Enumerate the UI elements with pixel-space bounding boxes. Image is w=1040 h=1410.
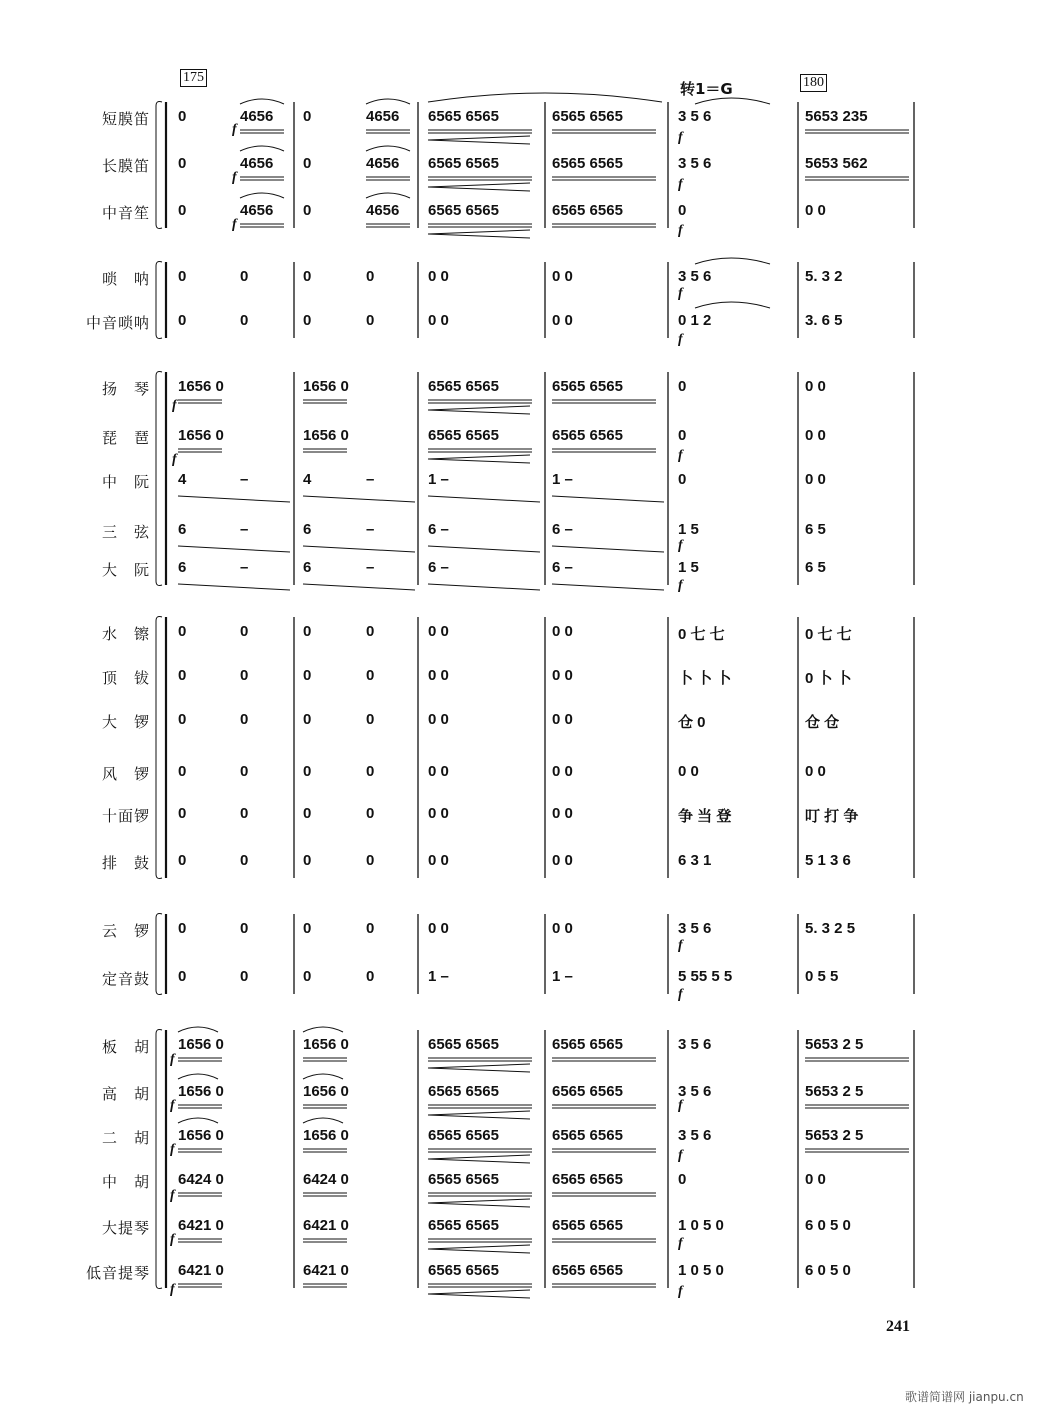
tremolo-line [552,546,664,552]
group-bracket [156,372,162,586]
note-cell: 0 [240,667,249,684]
note-cell: 0 [303,623,312,640]
dynamic-forte: f [678,448,683,463]
note-cell: 0 [366,920,375,937]
note-cell: 6 [303,521,312,538]
crescendo-hairpin [428,1155,530,1163]
note-cell: 4656 [240,108,274,125]
dynamic-forte: f [170,1052,175,1067]
note-cell: 6565 6565 [428,427,499,444]
dynamic-forte: f [678,938,683,953]
dynamic-forte: f [678,1284,683,1299]
dynamic-forte: f [170,1142,175,1157]
note-cell: 0 [240,852,249,869]
note-cell: 0 [178,920,187,937]
instrument-label: 顶 钹 [101,669,150,687]
note-cell: 0 [303,202,312,219]
note-cell: 6 5 [805,559,826,576]
dynamic-forte: f [678,177,683,192]
dynamic-forte: f [232,122,237,137]
note-cell: 6565 6565 [428,1171,499,1188]
note-cell: 6 0 5 0 [805,1217,851,1234]
note-cell: 0 [366,711,375,728]
note-cell: 0 0 [805,378,826,395]
note-cell: 6565 6565 [428,1262,499,1279]
tremolo-line [178,546,290,552]
note-cell: 0 [178,805,187,822]
dynamic-forte: f [678,130,683,145]
note-cell: 1656 0 [178,378,224,395]
note-cell: 0 卜 卜 [805,670,852,687]
instrument-label: 琵 琶 [101,429,150,447]
note-cell: 仓 仓 [805,714,840,731]
crescendo-hairpin [428,1199,530,1207]
note-cell: 0 [240,920,249,937]
slur [178,1074,218,1079]
note-cell: 0 0 [552,852,573,869]
note-cell: 0 [178,667,187,684]
note-cell: 6565 6565 [552,108,623,125]
note-cell: 6565 6565 [552,1262,623,1279]
tremolo-line [552,584,664,590]
note-cell: 0 [366,805,375,822]
note-cell: – [366,521,375,538]
note-cell: 3 5 6 [678,155,712,172]
instrument-label: 中音笙 [101,204,150,222]
instrument-label: 大 阮 [101,561,150,579]
note-cell: 4 [178,471,187,488]
dynamic-forte: f [678,538,683,553]
note-cell: 6565 6565 [552,1083,623,1100]
note-cell: 6421 0 [303,1217,349,1234]
note-cell: 0 [240,763,249,780]
crescendo-hairpin [428,1290,530,1298]
note-cell: – [366,471,375,488]
note-cell: 5653 2 5 [805,1036,864,1053]
note-cell: 1 – [552,471,573,488]
note-cell: 0 0 [428,667,449,684]
dynamic-forte: f [172,452,177,467]
tremolo-line [303,584,415,590]
note-cell: 0 [678,427,687,444]
note-cell: – [366,559,375,576]
slur [240,193,284,198]
note-cell: 0 [240,268,249,285]
instrument-label: 低音提琴 [85,1264,150,1282]
note-cell: 6 [178,559,187,576]
dynamic-forte: f [172,398,177,413]
instrument-label: 云 锣 [101,922,150,940]
note-cell: 0 [178,852,187,869]
tremolo-line [428,496,540,502]
note-cell: 0 0 [552,763,573,780]
crescendo-hairpin [428,406,530,414]
note-cell: 6565 6565 [428,155,499,172]
tremolo-line [428,546,540,552]
note-cell: 0 [303,805,312,822]
note-cell: 0 0 [805,763,826,780]
note-cell: 6565 6565 [428,1217,499,1234]
note-cell: 6 5 [805,521,826,538]
note-cell: 4656 [240,202,274,219]
note-cell: 5653 2 5 [805,1127,864,1144]
instrument-label: 二 胡 [101,1129,150,1147]
note-cell: 3 5 6 [678,108,712,125]
instrument-label: 定音鼓 [101,970,150,988]
note-cell: 0 [240,312,249,329]
note-cell: 0 0 [678,763,699,780]
note-cell: 1656 0 [178,1036,224,1053]
note-cell: 6565 6565 [552,1217,623,1234]
note-cell: 争 当 登 [678,808,732,825]
dynamic-forte: f [678,1148,683,1163]
crescendo-hairpin [428,1064,530,1072]
note-cell: 6565 6565 [428,202,499,219]
note-cell: 3. 6 5 [805,312,843,329]
note-cell: 0 [366,667,375,684]
note-cell: 6565 6565 [552,1171,623,1188]
note-cell: 6 3 1 [678,852,712,869]
note-cell: 0 [366,312,375,329]
note-cell: 5653 562 [805,155,868,172]
dynamic-forte: f [170,1098,175,1113]
note-cell: 0 [178,623,187,640]
note-cell: 4656 [240,155,274,172]
note-cell: 0 [178,268,187,285]
tie [695,258,770,264]
note-cell: 5. 3 2 [805,268,843,285]
note-cell: 0 0 [428,763,449,780]
note-cell: 6565 6565 [428,1127,499,1144]
note-cell: 6424 0 [303,1171,349,1188]
group-bracket [156,102,162,229]
note-cell: 0 七 七 [678,626,725,643]
slur [366,146,410,151]
note-cell: 0 5 5 [805,968,839,985]
note-cell: 6565 6565 [552,1036,623,1053]
note-cell: 6 [303,559,312,576]
group-bracket [156,262,162,339]
note-cell: 6421 0 [178,1262,224,1279]
note-cell: 0 [303,155,312,172]
note-cell: 1 0 5 0 [678,1262,724,1279]
key-change: 转1＝G [680,80,733,98]
measure-number-180: 180 [800,74,827,92]
note-cell: 6421 0 [178,1217,224,1234]
note-cell: 0 [678,202,687,219]
note-cell: 1656 0 [303,1127,349,1144]
instrument-label: 中音唢呐 [85,314,150,332]
instrument-label: 板 胡 [101,1038,150,1056]
note-cell: 1 5 [678,521,699,538]
instrument-label: 中 胡 [101,1173,150,1191]
note-cell: 0 [366,623,375,640]
note-cell: 0 [678,378,687,395]
note-cell: 0 [178,763,187,780]
dynamic-forte: f [678,1236,683,1251]
dynamic-forte: f [678,1098,683,1113]
note-cell: 0 0 [805,471,826,488]
tremolo-line [178,584,290,590]
note-cell: 4656 [366,108,400,125]
note-cell: 5653 2 5 [805,1083,864,1100]
note-cell: 3 5 6 [678,1127,712,1144]
measure-number-175: 175 [180,69,207,87]
note-cell: 5. 3 2 5 [805,920,856,937]
note-cell: 0 [178,108,187,125]
note-cell: 6421 0 [303,1262,349,1279]
note-cell: 3 5 6 [678,920,712,937]
note-cell: 1 5 [678,559,699,576]
note-cell: 6565 6565 [428,1083,499,1100]
note-cell: 6565 6565 [552,155,623,172]
note-cell: 0 0 [428,920,449,937]
note-cell: 0 [303,920,312,937]
note-cell: 仓 0 [678,714,706,731]
crescendo-hairpin [428,183,530,191]
note-cell: 0 [303,763,312,780]
slur [366,193,410,198]
dynamic-forte: f [170,1232,175,1247]
slur [240,99,284,104]
note-cell: – [240,471,249,488]
note-cell: 0 0 [805,202,826,219]
dynamic-forte: f [170,1188,175,1203]
note-cell: 0 [366,268,375,285]
instrument-label: 排 鼓 [101,854,150,872]
note-cell: 6 – [552,521,573,538]
note-cell: 1656 0 [303,427,349,444]
note-cell: 5 55 5 5 [678,968,733,985]
note-cell: 0 [366,852,375,869]
instrument-label: 短膜笛 [101,110,150,128]
note-cell: 6 – [552,559,573,576]
note-cell: 0 [303,968,312,985]
crescendo-hairpin [428,1111,530,1119]
note-cell: 0 [678,471,687,488]
watermark: 歌谱简谱网 jianpu.cn [905,1390,1024,1404]
note-cell: 6565 6565 [552,427,623,444]
note-cell: 0 [303,667,312,684]
note-cell: 0 0 [552,312,573,329]
note-cell: 0 [303,268,312,285]
slur [303,1074,343,1079]
group-bracket [156,1030,162,1289]
note-cell: 5 1 3 6 [805,852,851,869]
note-cell: 1 – [552,968,573,985]
dynamic-forte: f [678,286,683,301]
note-cell: 0 [240,623,249,640]
instrument-label: 三 弦 [101,523,150,541]
tremolo-line [303,546,415,552]
note-cell: 1656 0 [178,1083,224,1100]
dynamic-forte: f [678,223,683,238]
note-cell: 0 [178,968,187,985]
tie [695,302,770,308]
note-cell: 3 5 6 [678,1083,712,1100]
note-cell: 1 – [428,968,449,985]
tremolo-line [428,584,540,590]
note-cell: 0 0 [552,805,573,822]
slur [178,1118,218,1123]
note-cell: 0 [303,711,312,728]
group-bracket [156,617,162,879]
note-cell: 6565 6565 [428,108,499,125]
note-cell: 0 0 [428,805,449,822]
note-cell: 4 [303,471,312,488]
note-cell: 1 – [428,471,449,488]
note-cell: 0 [303,108,312,125]
note-cell: 6565 6565 [428,378,499,395]
instrument-label: 十面锣 [101,807,150,825]
crescendo-hairpin [428,1245,530,1253]
slur [303,1027,343,1032]
note-cell: 6 – [428,559,449,576]
note-cell: 0 0 [805,427,826,444]
tremolo-line [552,496,664,502]
note-cell: 0 0 [428,623,449,640]
crescendo-hairpin [428,230,530,238]
phrase-slur [428,93,662,102]
note-cell: 6565 6565 [552,1127,623,1144]
note-cell: 1656 0 [178,1127,224,1144]
note-cell: 卜 卜 卜 [678,670,732,687]
crescendo-hairpin [428,136,530,144]
note-cell: 6565 6565 [552,378,623,395]
note-cell: 3 5 6 [678,1036,712,1053]
instrument-label: 大提琴 [101,1219,150,1237]
note-cell: 6565 6565 [428,1036,499,1053]
note-cell: – [240,559,249,576]
page-number: 241 [886,1318,910,1335]
note-cell: 0 [240,805,249,822]
tie [695,98,770,104]
instrument-label: 长膜笛 [101,157,150,175]
tremolo-line [303,496,415,502]
note-cell: 0 [178,155,187,172]
note-cell: 0 [303,312,312,329]
note-cell: 0 0 [805,1171,826,1188]
note-cell: 3 5 6 [678,268,712,285]
note-cell: 4656 [366,155,400,172]
instrument-label: 扬 琴 [101,380,150,398]
note-cell: 6 – [428,521,449,538]
slur [366,99,410,104]
note-cell: 0 0 [552,920,573,937]
crescendo-hairpin [428,455,530,463]
group-bracket [156,914,162,995]
note-cell: 0 [366,763,375,780]
note-cell: 0 [240,711,249,728]
note-cell: 0 0 [428,268,449,285]
instrument-label: 风 锣 [101,765,150,783]
instrument-label: 唢 呐 [101,270,150,288]
note-cell: 0 [366,968,375,985]
dynamic-forte: f [232,170,237,185]
slur [303,1118,343,1123]
instrument-label: 高 胡 [101,1085,150,1103]
instrument-label: 水 镲 [101,625,150,643]
slur [240,146,284,151]
note-cell: 1656 0 [303,1083,349,1100]
slur [178,1027,218,1032]
note-cell: 0 1 2 [678,312,712,329]
note-cell: 1656 0 [178,427,224,444]
note-cell: 叮 打 争 [805,808,859,825]
note-cell: 6424 0 [178,1171,224,1188]
note-cell: 0 [678,1171,687,1188]
dynamic-forte: f [678,332,683,347]
note-cell: 0 0 [428,711,449,728]
note-cell: 1656 0 [303,378,349,395]
note-cell: 0 0 [552,667,573,684]
dynamic-forte: f [678,578,683,593]
dynamic-forte: f [170,1282,175,1297]
note-cell: 0 0 [428,852,449,869]
note-cell: 0 [178,312,187,329]
note-cell: 0 0 [552,268,573,285]
dynamic-forte: f [678,987,683,1002]
note-cell: 0 0 [552,623,573,640]
tremolo-line [178,496,290,502]
note-cell: 1656 0 [303,1036,349,1053]
note-cell: 6 0 5 0 [805,1262,851,1279]
note-cell: – [240,521,249,538]
note-cell: 0 0 [428,312,449,329]
note-cell: 0 七 七 [805,626,852,643]
note-cell: 6565 6565 [552,202,623,219]
note-cell: 4656 [366,202,400,219]
note-cell: 0 [303,852,312,869]
instrument-label: 中 阮 [101,473,150,491]
dynamic-forte: f [232,217,237,232]
note-cell: 0 [240,968,249,985]
note-cell: 6 [178,521,187,538]
note-cell: 1 0 5 0 [678,1217,724,1234]
note-cell: 0 0 [552,711,573,728]
note-cell: 0 [178,711,187,728]
note-cell: 0 [178,202,187,219]
note-cell: 5653 235 [805,108,868,125]
instrument-label: 大 锣 [101,713,150,731]
